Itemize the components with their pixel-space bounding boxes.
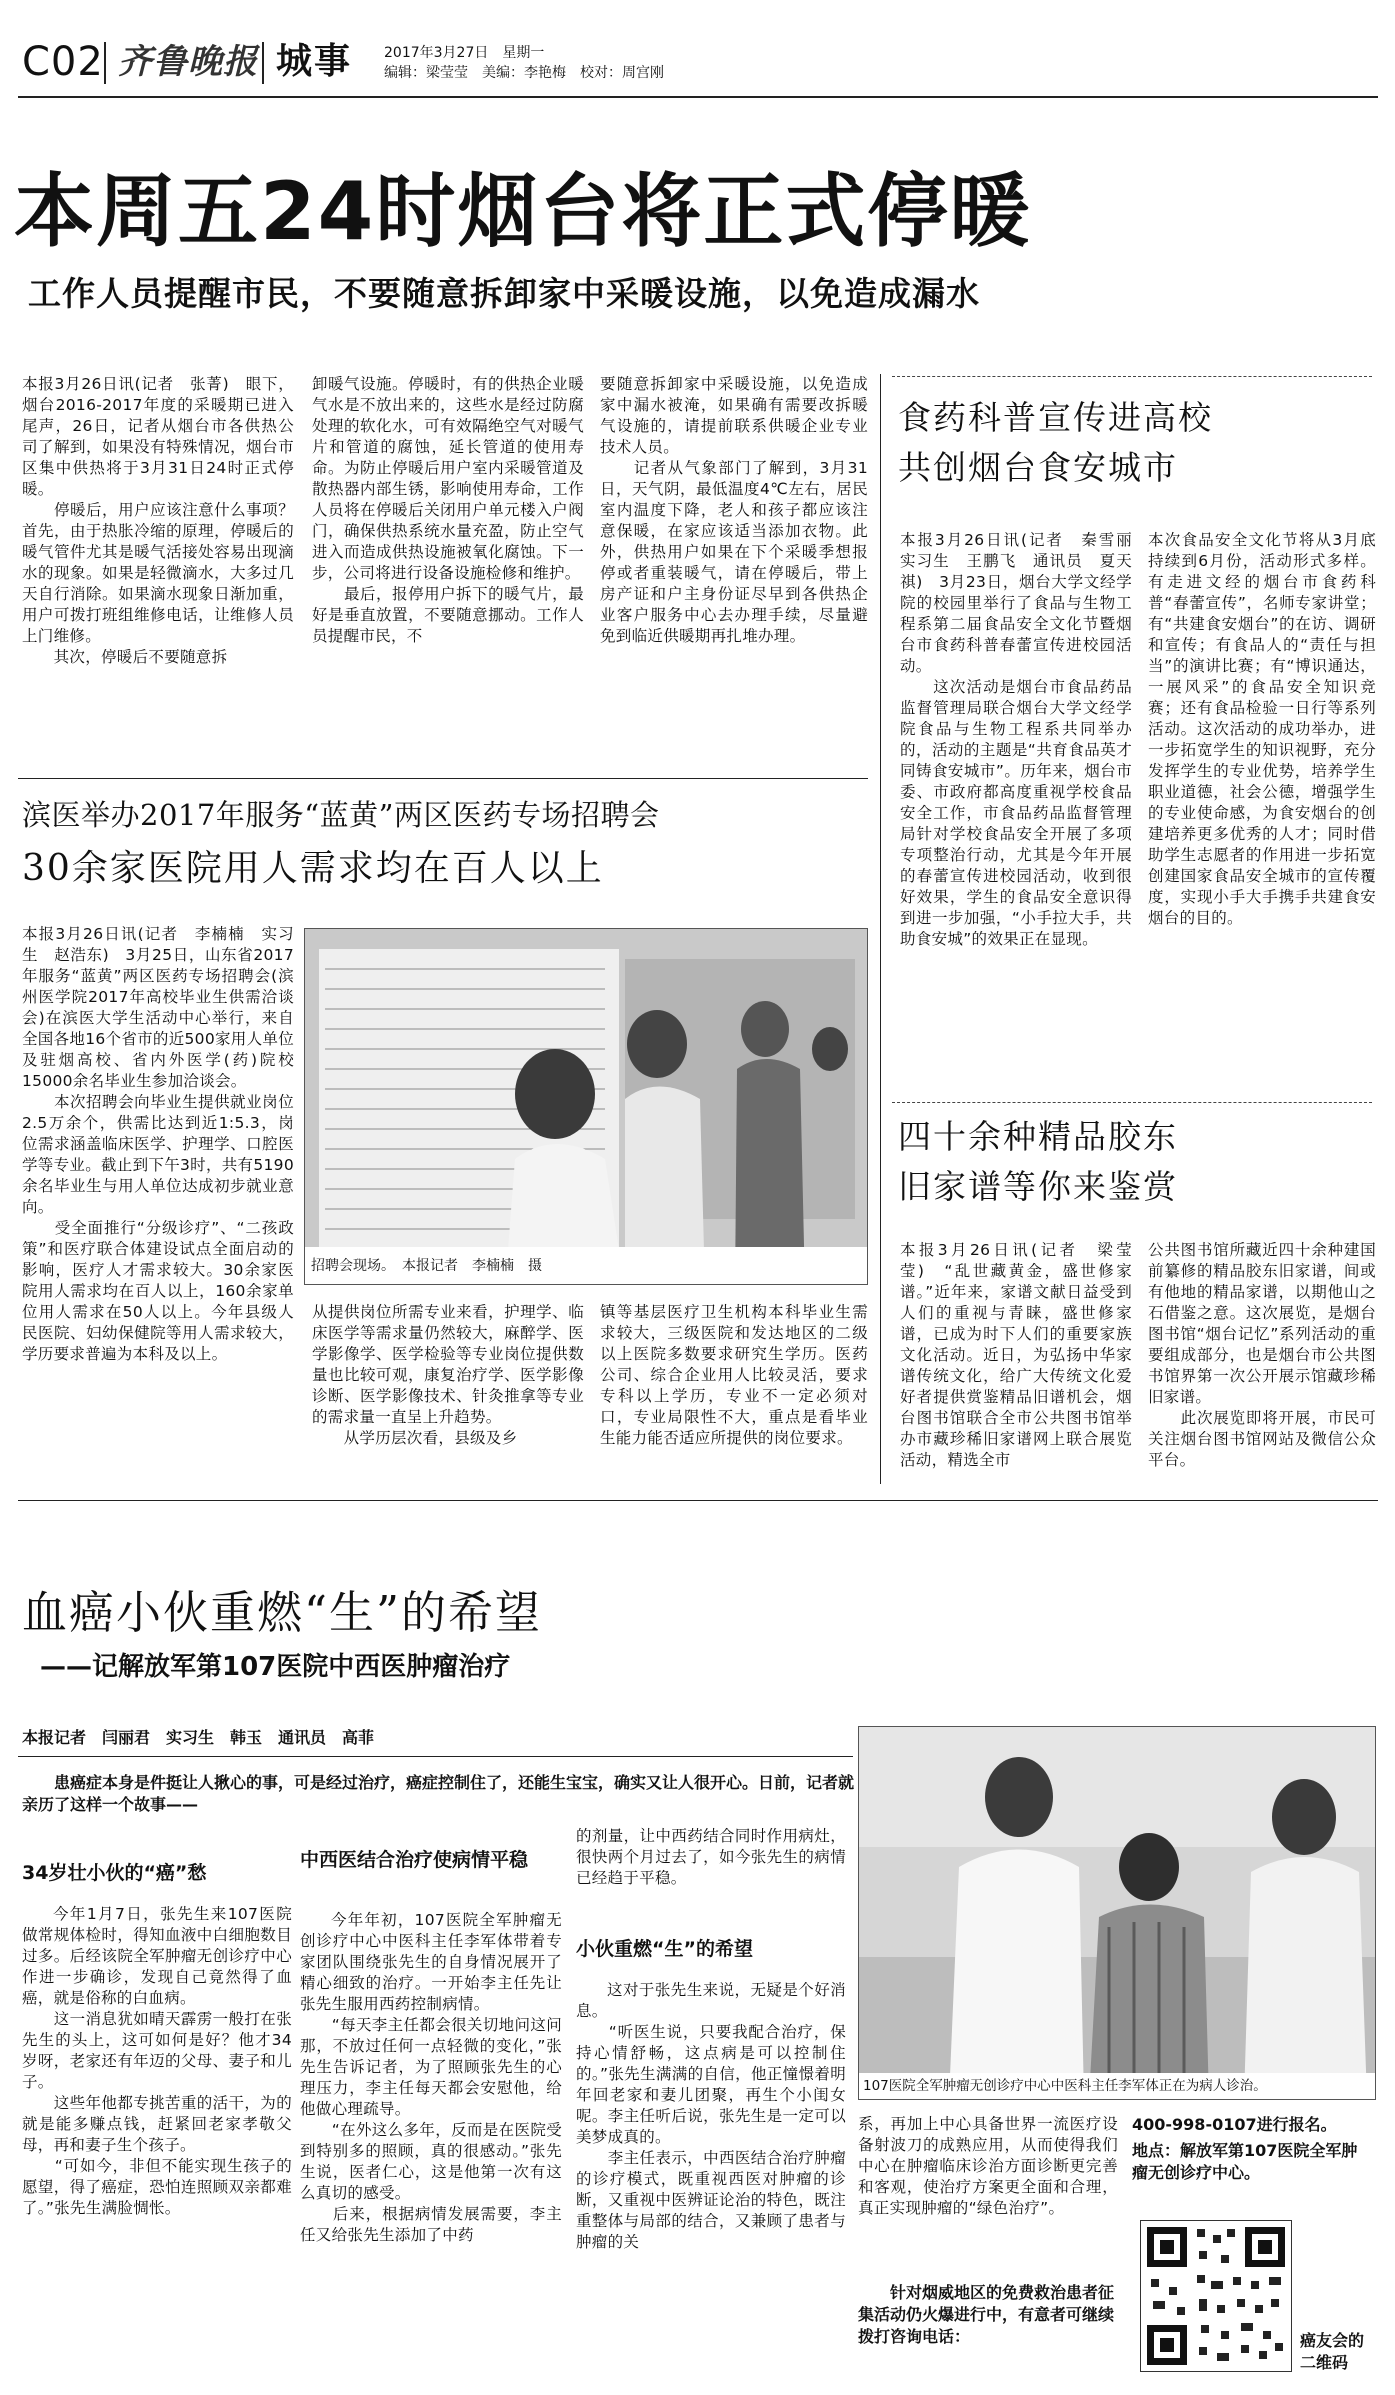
masthead-divider-1	[104, 42, 106, 84]
jobs-headline: 30余家医院用人需求均在百人以上	[22, 848, 604, 889]
cancer-byline-rule	[18, 1756, 853, 1757]
food-headline-2: 共创烟台食安城市	[898, 448, 1178, 487]
qr-caption: 癌友会的二维码	[1300, 2331, 1365, 2372]
cancer-subheading-1: 34岁壮小伙的“癌”愁	[22, 1862, 207, 1884]
genealogy-column-1: 本报3月26日讯(记者 梁莹莹) “乱世藏黄金，盛世修家谱。”近年来，家谱文献日益受到人们的重视与青睐，盛世修家谱，已成为时下人们的重要家族文化活动。近日，为弘扬中华家谱传统文化，给广大传统文化爱好者提供赏鉴精品旧谱机会，烟台图书馆联合全市公共图书馆举办市藏珍稀旧家谱网上联合展览活动，精选全市	[900, 1241, 1132, 1469]
cancer-column-2: 今年年初，107医院全军肿瘤无创诊疗中心中医科主任李军体带着专家团队围绕张先生的自身情况展开了精心细致的治疗。一开始李主任先让张先生服用西药控制病情。 “每天李主任都会很关切地问这问那，不放过任何一点轻微的变化，”张先生告诉记者，为了照顾张先生的心理压力，李主任每天都会安慰他，给他做心理疏导。 “在外这么多年，反而是在医院受到特别多的照顾，真的很感动。”张先生说，医者仁心，这是他第一次有这么真切的感受。 后来，根据病情发展需要，李主任又给张先生添加了中药	[300, 1911, 562, 2244]
jobs-column-3: 镇等基层医疗卫生机构本科毕业生需求较大，三级医院和发达地区的二级以上医院多数要求研究生学历。医药公司、综合企业用人比较灵活，要求专科以上学历，专业不一定必须对口，专业局限性不大，重点是看毕业生能力能否适应所提供的岗位要求。	[600, 1303, 868, 1447]
lead-column-1: 本报3月26日讯(记者 张菁) 眼下，烟台2016-2017年度的采暖期已进入尾声，26日，记者从烟台市各供热公司了解到，如果没有特殊情况，烟台市区集中供热将于3月31日24时正式停暖。 停暖后，用户应该注意什么事项？首先，由于热胀冷缩的原理，停暖后的暖气管件尤其是暖气活接处容易出现滴水的现象。如果是轻微滴水，大多过几天自行消除。如果滴水现象日渐加重，用户可拨打班组维修电话，让维修人员上门维修。 其次，停暖后不要随意拆	[22, 375, 294, 666]
lead-headline: 本周五24时烟台将正式停暖	[14, 165, 1032, 258]
right-rail-divider	[880, 374, 881, 1484]
cancer-byline: 本报记者 闫丽君 实习生 韩玉 通讯员 高菲	[22, 1728, 375, 1747]
jobs-photo-caption: 招聘会现场。 本报记者 李楠楠 摄	[311, 1258, 542, 1274]
qr-code-image	[1140, 2220, 1292, 2372]
jobs-column-1: 本报3月26日讯(记者 李楠楠 实习生 赵浩东) 3月25日，山东省2017年服务“蓝黄”两区医药专场招聘会(滨州医学院2017年高校毕业生供需洽谈会)在滨医大学生活动中心举行，来自全国各地16个省市的近500家用人单位及驻烟高校、省内外医学(药)院校15000余名毕业生参加洽谈会。 本次招聘会向毕业生提供就业岗位2.5万余个，供需比达到近1:5.3，岗位需求涵盖临床医学、护理学、口腔医学等专业。截止到下午3时，共有5190余名毕业生与用人单位达成初步就业意向。 受全面推行“分级诊疗”、“二孩政策”和医疗联合体建设试点全面启动的影响，医疗人才需求较大。30余家医院用人需求均在百人以上，160余家单位用人需求在50人以上。今年县级人民医院、妇幼保健院等用人需求较大，学历要求普遍为本科及以上。	[22, 925, 295, 1363]
right-rail-top-rule	[892, 376, 1372, 377]
cancer-column-3a: 的剂量，让中西药结合同时作用病灶，很快两个月过去了，如今张先生的病情已经趋于平稳。	[576, 1827, 846, 1887]
cancer-column-1: 今年1月7日，张先生来107医院做常规体检时，得知血液中白细胞数目过多。后经该院全军肿瘤无创诊疗中心作进一步确诊，发现自己竟然得了血癌，就是俗称的白血病。 这一消息犹如晴天霹雳一般打在张先生的头上，这可如何是好？他才34岁呀，老家还有年迈的父母、妻子和儿子。 这些年他都专挑苦重的活干，为的就是能多赚点钱，赶紧回老家孝敬父母，再和妻子生个孩子。 “可如今，非但不能实现生孩子的愿望，得了癌症，恐怕连照顾双亲都难了。”张先生满脸惆怅。	[22, 1905, 292, 2217]
lead-subhead: 工作人员提醒市民，不要随意拆卸家中采暖设施，以免造成漏水	[28, 274, 980, 313]
genealogy-headline-2: 旧家谱等你来鉴赏	[898, 1167, 1178, 1206]
cancer-subhead: ——记解放军第107医院中西医肿瘤治疗	[40, 1652, 511, 1682]
section-name: 城事	[276, 41, 353, 82]
cancer-intro: 患癌症本身是件挺让人揪心的事，可是经过治疗，癌症控制住了，还能生宝宝，确实又让人很开心。日前，记者就亲历了这样一个故事——	[22, 1773, 855, 1814]
cancer-phone: 400-998-0107进行报名。	[1132, 2115, 1337, 2134]
jobs-kicker: 滨医举办2017年服务“蓝黄”两区医药专场招聘会	[22, 798, 660, 832]
food-column-1: 本报3月26日讯(记者 秦雪丽 实习生 王鹏飞 通讯员 夏天祺) 3月23日，烟台大学文经学院的校园里举行了食品与生物工程系第二届食品安全文化节暨烟台市食药科普春蕾宣传进校园活动。 这次活动是烟台市食品药品监督管理局联合烟台大学文经学院食品与生物工程系共同举办的，活动的主题是“共育食品英才 同铸食安城市”。历年来，烟台市委、市政府都高度重视学校食品安全工作，市食品药品监督管理局针对学校食品安全开展了多项专项整治行动，尤其是今年开展的春蕾宣传进校园活动，收到很好效果，学生的食品安全意识得到进一步加强，“小手拉大手，共助食安城”的效果正在显现。	[900, 531, 1132, 948]
cancer-notice: 针对烟威地区的免费救治患者征集活动仍火爆进行中，有意者可继续拨打咨询电话：	[858, 2283, 1115, 2346]
date-line: 2017年3月27日 星期一	[384, 45, 545, 61]
cancer-column-4: 系，再加上中心具备世界一流医疗设备射波刀的成熟应用，从而使得我们中心在肿瘤临床诊治方面诊断更完善和客观，使治疗方案更全面和合理，真正实现肿瘤的“绿色治疗”。	[858, 2115, 1118, 2217]
genealogy-headline-1: 四十余种精品胶东	[898, 1117, 1178, 1156]
jobs-top-rule	[18, 778, 868, 779]
cancer-photo	[858, 1726, 1376, 2100]
cancer-subheading-3: 小伙重燃“生”的希望	[576, 1938, 753, 1960]
lead-column-3: 要随意拆卸家中采暖设施，以免造成家中漏水被淹，如果确有需要改拆暖气设施的，请提前联系供暖企业专业技术人员。 记者从气象部门了解到，3月31日，天气阴，最低温度4℃左右，居民室内温度下降，老人和孩子都应该注意保暖，在家应该适当添加衣物。此外，供热用户如果在下个采暖季想报停或者重装暖气，请在停暖后，带上房产证和户主身份证尽早到各供热企业客户服务中心去办理手续，尽量避免到临近供暖期再扎堆办理。	[600, 375, 868, 645]
lead-column-2: 卸暖气设施。停暖时，有的供热企业暖气水是不放出来的，这些水是经过防腐处理的软化水，可有效隔绝空气对暖气片和管道的腐蚀，延长管道的使用寿命。为防止停暖后用户室内采暖管道及散热器内部生锈，影响使用寿命，工作人员将在停暖后关闭用户单元楼入户阀门，确保供热系统水量充盈，防止空气进入而造成供热设施被氧化腐蚀。下一步，公司将进行设备设施检修和维护。 最后，报停用户拆下的暖气片，最好是垂直放置，不要随意挪动。工作人员提醒市民，不	[312, 375, 584, 645]
food-headline-1: 食药科普宣传进高校	[898, 398, 1213, 437]
genealogy-column-2: 公共图书馆所藏近四十余种建国前纂修的精品胶东旧家谱，间或有他地的精品家谱，以期他山之石借鉴之意。这次展览，是烟台图书馆“烟台记忆”系列活动的重要组成部分，也是烟台市公共图书馆界第一次公开展示馆藏珍稀旧家谱。 此次展览即将开展，市民可关注烟台图书馆网站及微信公众平台。	[1148, 1241, 1376, 1469]
cancer-column-3b: 这对于张先生来说，无疑是个好消息。 “听医生说，只要我配合治疗，保持心情舒畅，这点病是可以控制住的。”张先生满满的自信，他正憧憬着明年回老家和妻儿团聚，再生个小闺女呢。李主任听后说，张先生是一定可以美梦成真的。 李主任表示，中西医结合治疗肿瘤的诊疗模式，既重视西医对肿瘤的诊断，又重视中医辨证论治的特色，既注重整体与局部的结合，又兼顾了患者与肿瘤的关	[576, 1981, 846, 2251]
cancer-address: 地点：解放军第107医院全军肿瘤无创诊疗中心。	[1132, 2141, 1358, 2182]
genealogy-top-rule	[892, 1102, 1372, 1103]
masthead-rule	[18, 96, 1378, 98]
paper-logo: 齐鲁晚报	[118, 42, 258, 82]
jobs-column-2: 从提供岗位所需专业来看，护理学、临床医学等需求量仍然较大，麻醉学、医学影像学、医学检验等专业岗位提供数量也比较可观，康复治疗学、医学影像诊断、医学影像技术、针灸推拿等专业的需求量一直呈上升趋势。 从学历层次看，县级及乡	[312, 1303, 584, 1447]
cancer-photo-caption: 107医院全军肿瘤无创诊疗中心中医科主任李军体正在为病人诊治。	[863, 2078, 1267, 2094]
masthead-divider-2	[262, 42, 264, 84]
page-number: C02	[22, 39, 104, 85]
jobs-fair-photo	[304, 928, 868, 1285]
cancer-subheading-2: 中西医结合治疗使病情平稳	[300, 1849, 529, 1871]
cancer-top-rule	[18, 1500, 1378, 1501]
food-column-2: 本次食品安全文化节将从3月底持续到6月份，活动形式多样。有走进文经的烟台市食药科普“春蕾宣传”，名师专家讲堂；有“共建食安烟台”的在访、调研和宣传；有食品人的“责任与担当”的演讲比赛；有“博识通达，一展风采”的食品安全知识竞赛；还有食品检验一日行等系列活动。这次活动的成功举办，进一步拓宽学生的知识视野，充分发挥学生的专业优势，培养学生职业道德，社会公德，增强学生的专业使命感，为食安烟台的创建培养更多优秀的人才；同时借助学生志愿者的作用进一步拓宽创建国家食品安全城市的宣传覆度，实现小手大手携手共建食安烟台的目的。	[1148, 531, 1376, 927]
editors-line: 编辑：梁莹莹 美编：李艳梅 校对：周宫刚	[384, 65, 664, 81]
cancer-headline: 血癌小伙重燃“生”的希望	[22, 1586, 543, 1639]
